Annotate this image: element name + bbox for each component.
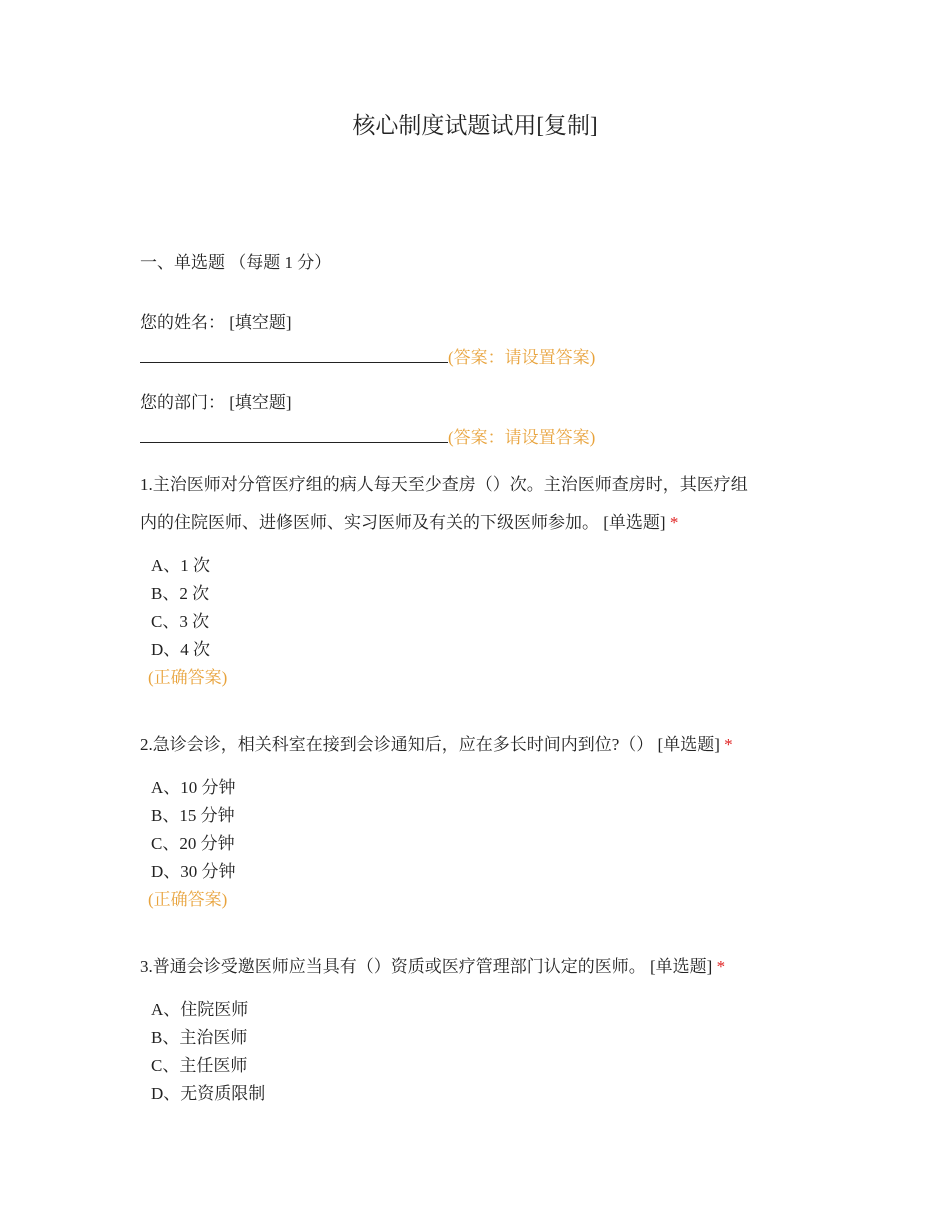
question-text-line-1: 3.普通会诊受邀医师应当具有（）资质或医疗管理部门认定的医师。 <box>140 957 646 976</box>
fill-question-department <box>140 390 830 451</box>
question-type-tag: [单选题] <box>650 957 713 976</box>
question-type-tag: [填空题] <box>229 313 292 332</box>
question-text-continued: 内的住院医师、进修医师、实习医师及有关的下级医师参加。 <box>140 513 599 532</box>
option-d[interactable]: D、30 分钟 <box>151 862 236 881</box>
required-marker: * <box>716 957 726 976</box>
question-2 <box>140 726 830 914</box>
question-text-line-1: 2.急诊会诊，相关科室在接到会诊通知后，应在多长时间内到位?（） <box>140 735 654 754</box>
fill-question-label: 您的部门： <box>140 393 225 412</box>
question-text <box>140 948 830 986</box>
correct-answer-label: (正确答案) <box>148 668 228 687</box>
answer-blank-line[interactable] <box>140 424 448 443</box>
page-title: 核心制度试题试用[复制] <box>352 113 598 138</box>
section-heading: 一、单选题 （每题 1 分） <box>140 253 332 272</box>
question-text <box>140 726 830 764</box>
question-type-tag: [填空题] <box>229 393 292 412</box>
correct-answer-label: (正确答案) <box>148 890 228 909</box>
question-text-line-1: 1.主治医师对分管医疗组的病人每天至少查房（）次。主治医师查房时，其医疗组 <box>140 475 748 494</box>
option-c[interactable]: C、3 次 <box>151 612 210 631</box>
option-b[interactable]: B、2 次 <box>151 584 210 603</box>
answer-hint: (答案：请设置答案) <box>448 348 596 367</box>
question-type-tag: [单选题] <box>657 735 720 754</box>
fill-question-label-row <box>140 390 830 416</box>
question-3 <box>140 948 830 1108</box>
option-b[interactable]: B、主治医师 <box>151 1028 248 1047</box>
option-a[interactable]: A、10 分钟 <box>151 778 236 797</box>
question-type-tag: [单选题] <box>603 513 666 532</box>
option-d[interactable]: D、4 次 <box>151 640 211 659</box>
option-b[interactable]: B、15 分钟 <box>151 806 235 825</box>
answer-row <box>140 424 830 451</box>
option-c[interactable]: C、20 分钟 <box>151 834 235 853</box>
fill-question-name <box>140 310 830 371</box>
answer-row <box>140 344 830 371</box>
fill-question-label: 您的姓名： <box>140 313 225 332</box>
question-text <box>140 466 830 542</box>
question-1 <box>140 466 830 692</box>
options-list <box>140 552 830 664</box>
answer-hint: (答案：请设置答案) <box>448 428 596 447</box>
fill-question-label-row <box>140 310 830 336</box>
option-c[interactable]: C、主任医师 <box>151 1056 248 1075</box>
required-marker: * <box>724 735 733 754</box>
answer-blank-line[interactable] <box>140 344 448 363</box>
question-text-line-2 <box>140 504 830 542</box>
option-a[interactable]: A、1 次 <box>151 556 211 575</box>
options-list <box>140 774 830 886</box>
options-list <box>140 996 830 1108</box>
option-a[interactable]: A、住院医师 <box>151 1000 249 1019</box>
required-marker: * <box>669 513 679 532</box>
option-d[interactable]: D、无资质限制 <box>151 1084 266 1103</box>
